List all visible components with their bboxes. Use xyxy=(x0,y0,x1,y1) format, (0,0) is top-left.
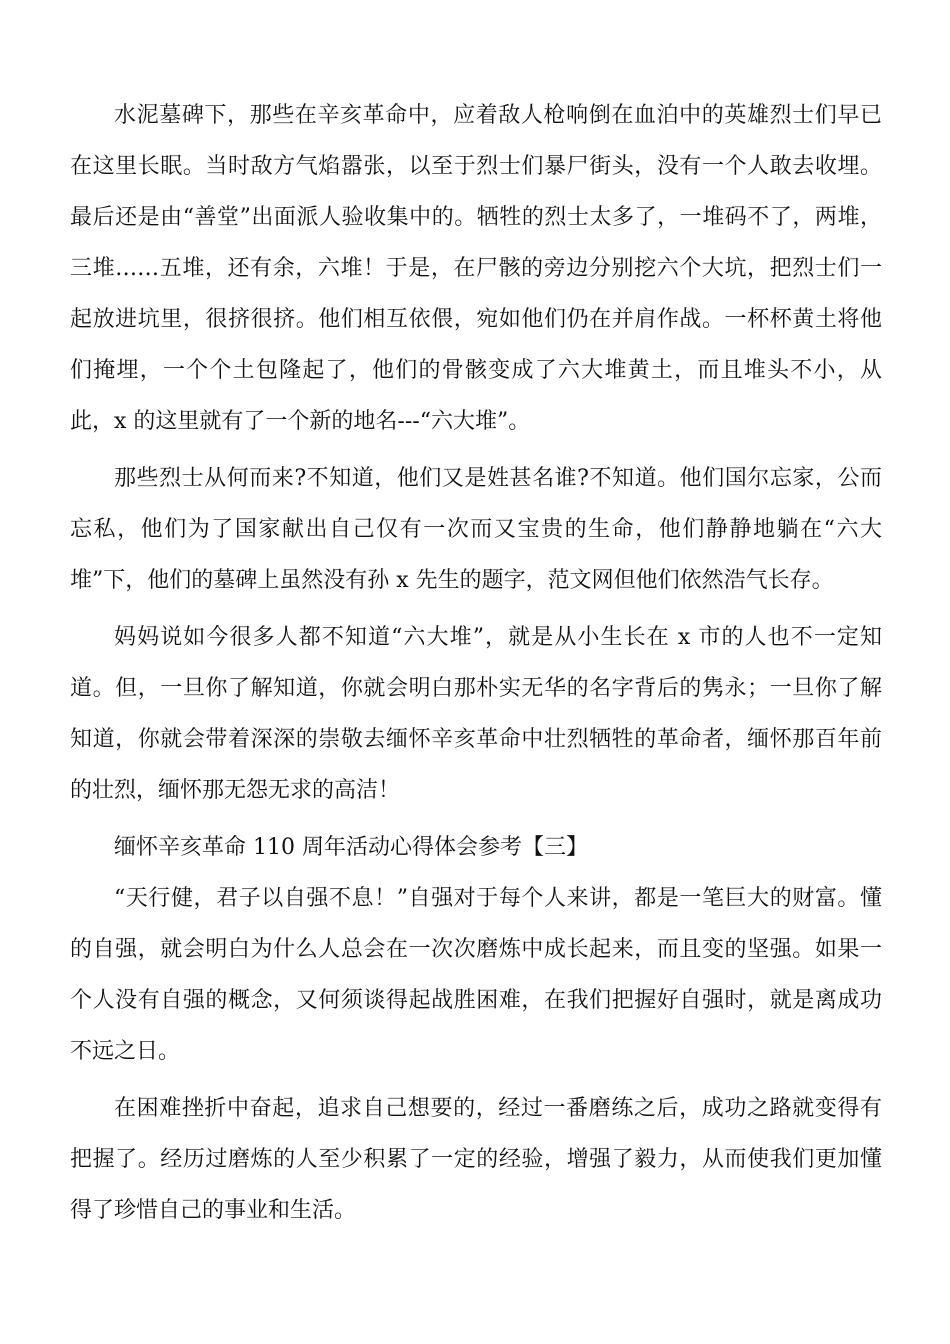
section-heading: 缅怀辛亥革命 110 周年活动心得体会参考【三】 xyxy=(114,835,588,860)
paragraph-3: 妈妈说如今很多人都不知道“六大堆”，就是从小生长在 x 市的人也不一定知道。但，一旦你了解知道，你就会明白那朴实无华的名字背后的隽永；一旦你了解知道，你就会带着深深的崇敬去缅怀辛亥革命中壮烈牺牲的革命者，缅怀那百年前的壮烈，缅怀那无怨无求的高洁！ xyxy=(70,625,882,803)
paragraph-4: “天行健，君子以自强不息！”自强对于每个人来讲，都是一笔巨大的财富。懂的自强，就会明白为什么人总会在一次次磨炼中成长起来，而且变的坚强。如果一个人没有自强的概念，又何须谈得起战胜困难，在我们把握好自强时，就是离成功不远之日。 xyxy=(70,886,882,1064)
document-body xyxy=(70,90,882,1242)
paragraph-2: 那些烈士从何而来?不知道，他们又是姓甚名谁?不知道。他们国尔忘家，公而忘私，他们为了国家献出自己仅有一次而又宝贵的生命，他们静静地躺在“六大堆”下，他们的墓碑上虽然没有孙 x 先生的题字，范文网但他们依然浩气长存。 xyxy=(70,466,882,593)
paragraph-5: 在困难挫折中奋起，追求自己想要的，经过一番磨练之后，成功之路就变得有把握了。经历过磨炼的人至少积累了一定的经验，增强了毅力，从而使我们更加懂得了珍惜自己的事业和生活。 xyxy=(70,1096,882,1223)
paragraph-1: 水泥墓碑下，那些在辛亥革命中，应着敌人枪响倒在血泊中的英雄烈士们早已在这里长眠。当时敌方气焰嚣张，以至于烈士们暴尸街头，没有一个人敢去收埋。最后还是由“善堂”出面派人验收集中的。牺牲的烈士太多了，一堆码不了，两堆，三堆……五堆，还有余，六堆！于是，在尸骸的旁边分别挖六个大坑，把烈士们一起放进坑里，很挤很挤。他们相互依偎，宛如他们仍在并肩作战。一杯杯黄土将他们掩埋，一个个土包隆起了，他们的骨骸变成了六大堆黄土，而且堆头不小，从此，x 的这里就有了一个新的地名---“六大堆”。 xyxy=(70,103,882,434)
